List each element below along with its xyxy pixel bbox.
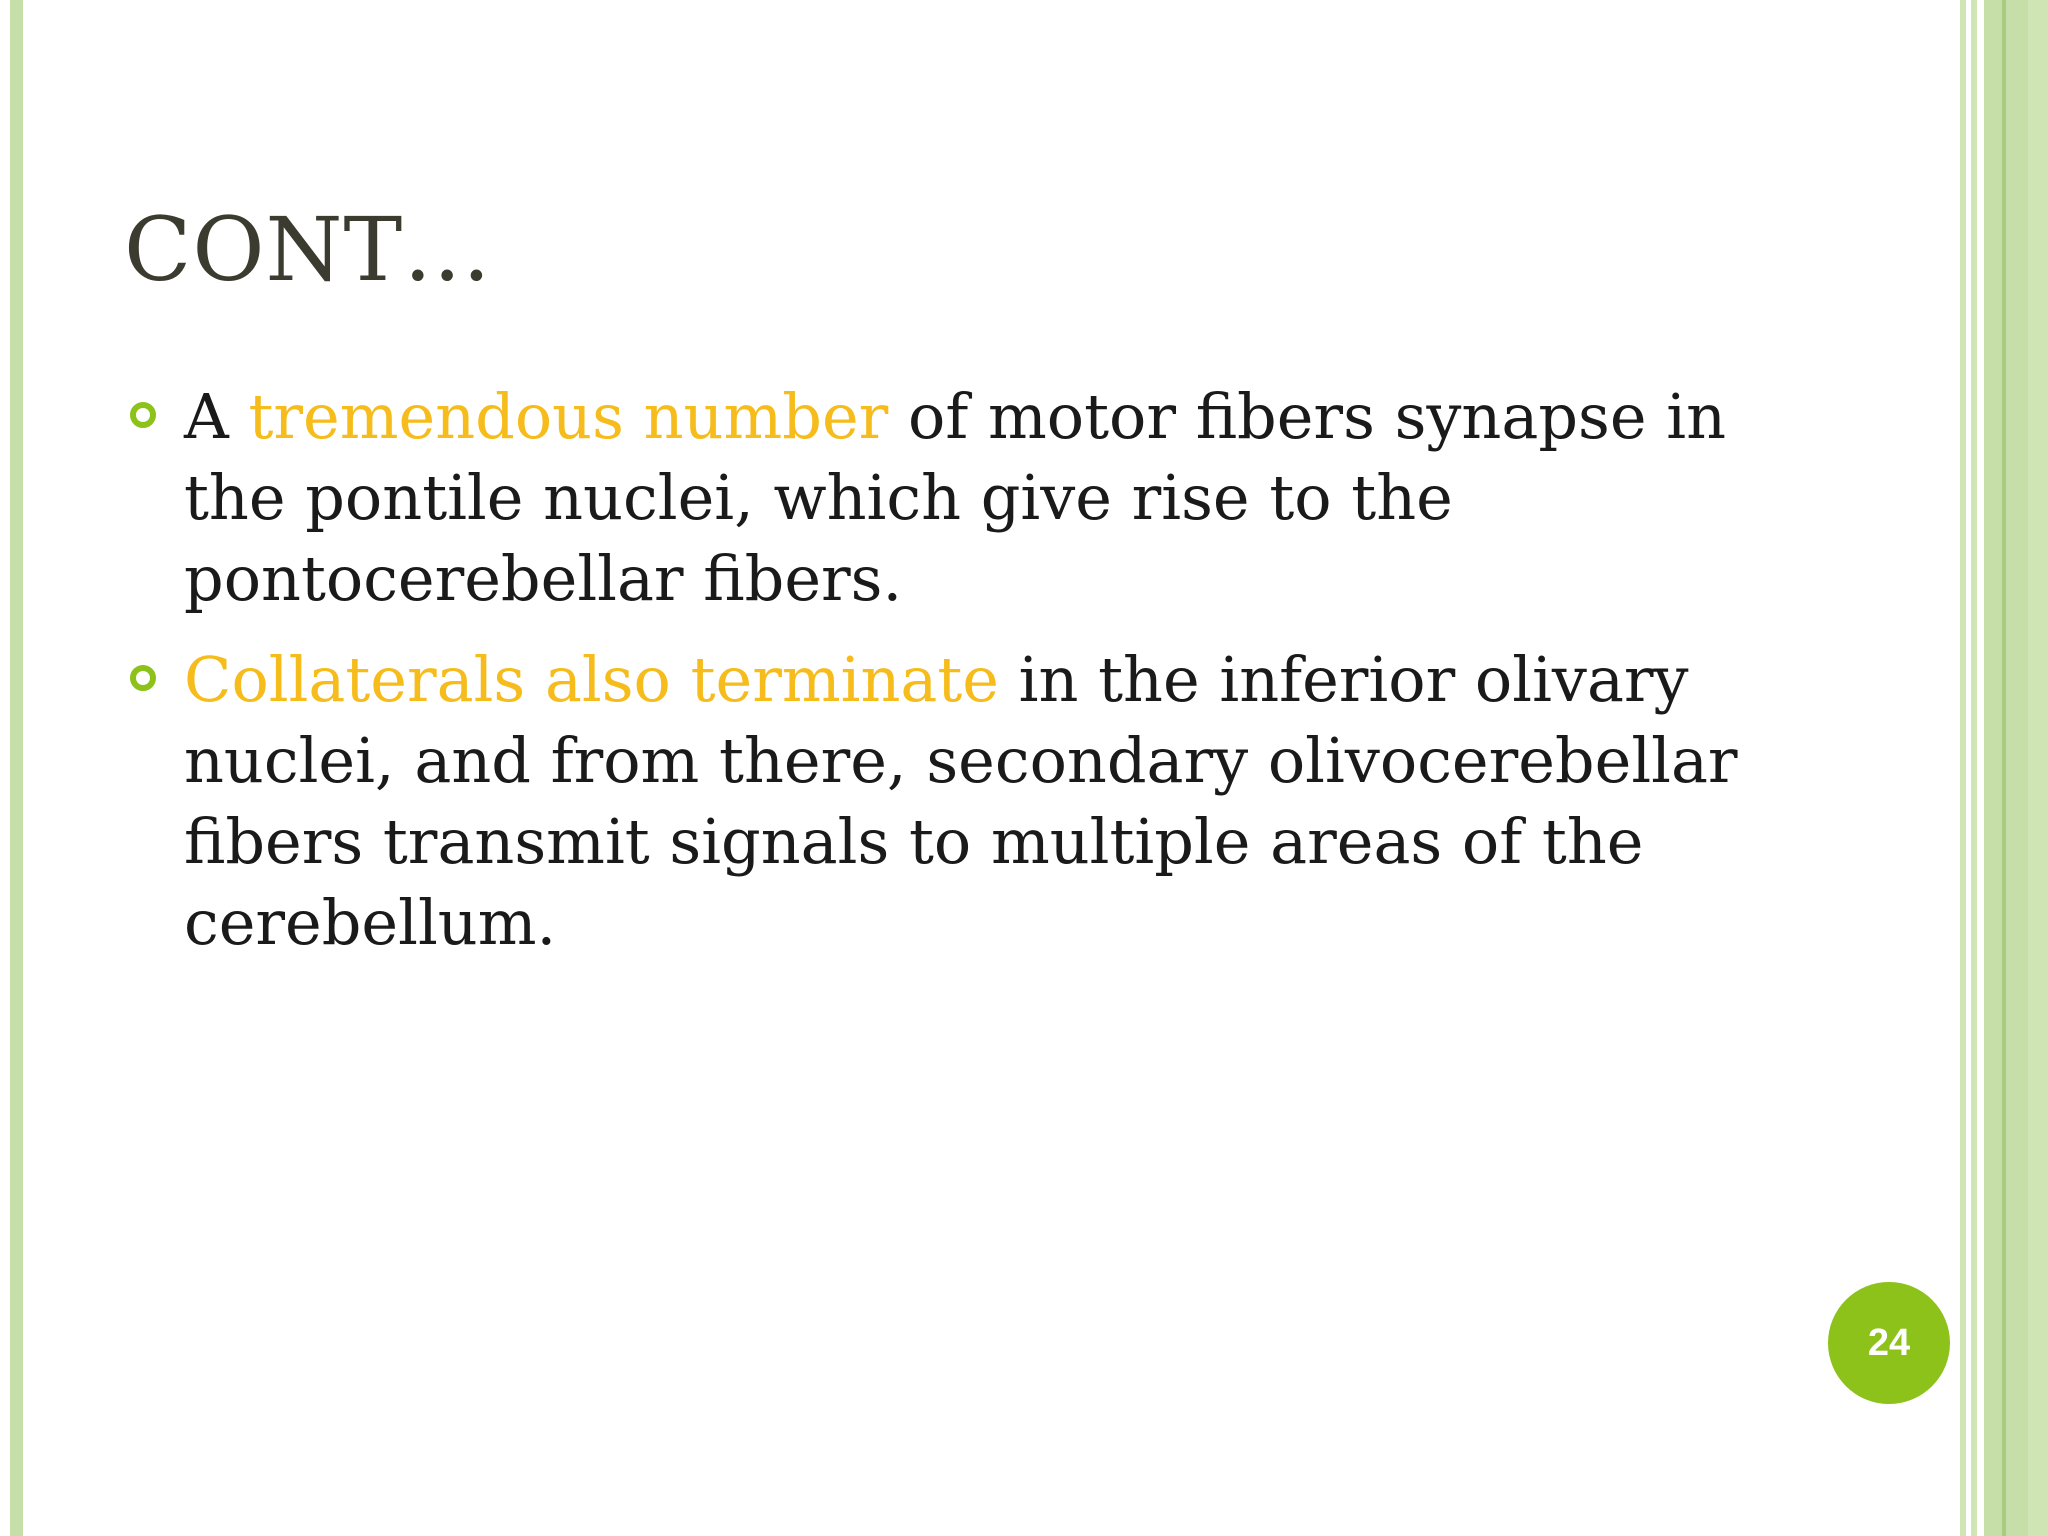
right-stripe-decoration bbox=[1984, 0, 2002, 1536]
page-number-badge bbox=[1828, 1282, 1950, 1404]
circle-bullet-icon bbox=[130, 402, 156, 428]
bullet-list bbox=[130, 376, 1770, 983]
right-stripe-decoration bbox=[1971, 0, 1977, 1536]
bullet-text-before: A bbox=[184, 380, 249, 453]
right-stripe-decoration bbox=[2006, 0, 2028, 1536]
circle-bullet-icon bbox=[130, 665, 156, 691]
bullet-item bbox=[130, 376, 1770, 619]
page-number: 24 bbox=[1867, 1321, 1911, 1364]
right-stripe-decoration bbox=[1960, 0, 1966, 1536]
bullet-text-after: of motor fibers synapse in the pontile nuclei, which give rise to the pontocerebellar fibers. bbox=[184, 380, 1726, 615]
left-border-decoration bbox=[10, 0, 23, 1536]
slide-title: CONT… bbox=[124, 198, 493, 301]
highlighted-phrase: tremendous number bbox=[248, 380, 889, 453]
bullet-text-after: in the inferior olivary nuclei, and from there, secondary olivocerebellar fibers transmit signals to multiple areas of the cerebellum. bbox=[184, 643, 1738, 959]
right-stripe-decoration bbox=[2028, 0, 2048, 1536]
bullet-item bbox=[130, 639, 1770, 963]
highlighted-phrase: Collaterals also terminate bbox=[184, 643, 999, 716]
